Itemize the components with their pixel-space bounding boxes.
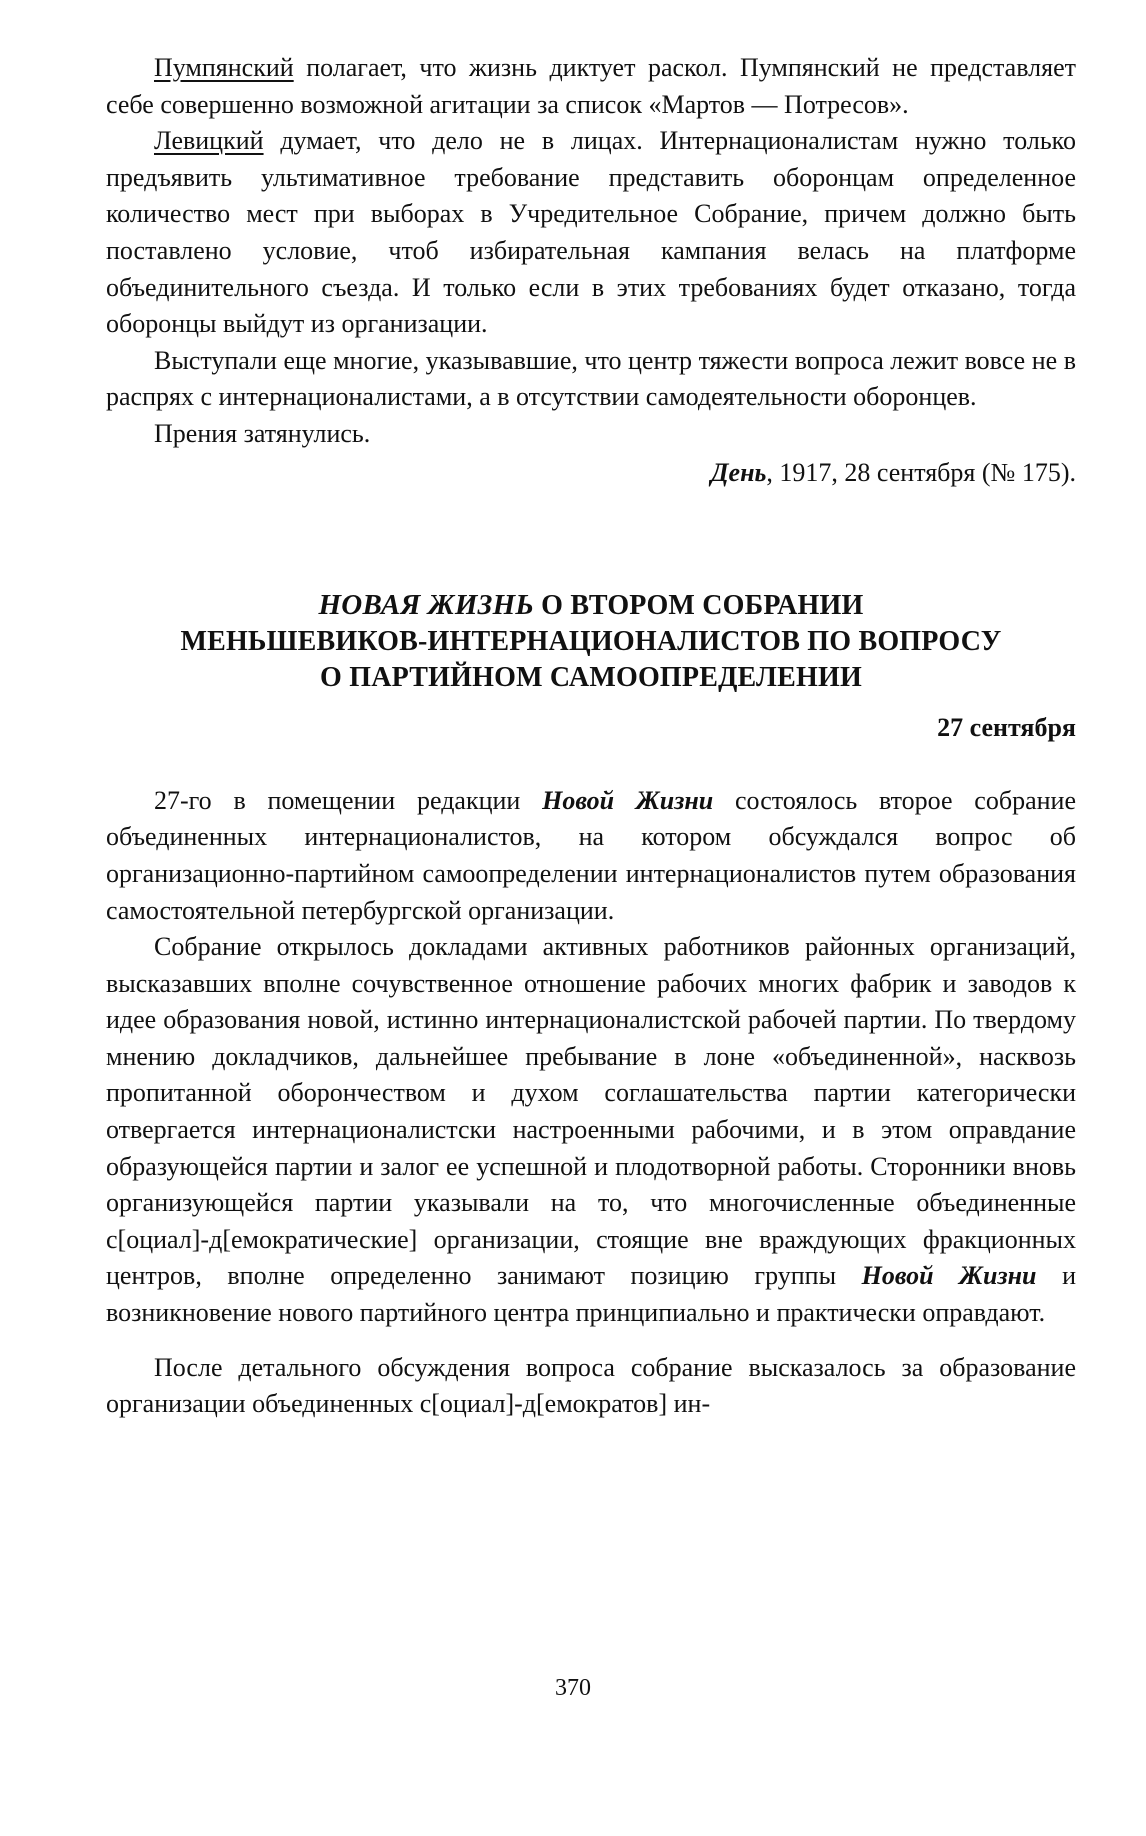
article-date: 27 сентября (937, 713, 1076, 743)
newspaper-name: Новой Жизни (861, 1261, 1037, 1291)
article-paragraph-3: После детального обсуждения вопроса собрание высказалось за образование организации объединенных с[оциал]-д[емократов] ин- (106, 1352, 1076, 1419)
paragraph-debate: Прения затянулись. (154, 418, 371, 448)
title-line-3: О ПАРТИЙНОМ САМООПРЕДЕЛЕНИИ (320, 662, 862, 694)
source-details: , 1917, 28 сентября (№ 175). (766, 457, 1076, 487)
source-citation (106, 455, 1076, 492)
article-paragraph-1: 27-го в помещении редакции Новой Жизни состоялось второе собрание объединенных интернационалистов, на котором обсуждался вопрос об организационно-партийном самоопределении интернационалистов путем образования самостоятельной петербургской организации. (106, 785, 1076, 925)
title-newspaper: НОВАЯ ЖИЗНЬ (318, 589, 534, 622)
paragraph-levitsky (106, 123, 1076, 343)
article-title (106, 587, 1076, 696)
paragraph-text: думает, что дело не в лицах. Интернационалистам нужно только предъявить ультимативное требование представить оборонцам определенное количество мест при выборах в Учредительное Собрание, причем должно быть поставлено условие, чтоб избирательная кампания велась на платформе объединительного съезда. И только если в этих требованиях будет отказано, тогда оборонцы выйдут из организации. (106, 126, 1076, 339)
speaker-name: Пумпянский (154, 53, 294, 82)
article-paragraph-2: Собрание открылось докладами активных работников районных организаций, высказавших вполне сочувственное отношение рабочих многих фабрик и заводов к идее образования новой, истинно интернационалистской рабочей партии. По твердому мнению докладчиков, дальнейшее пребывание в лоне «объединенной», насквозь пропитанной оборончеством и духом соглашательства партии категорически отвергается интернационалистски настроенными рабочими, и в этом оправдание образующейся партии и залог ее успешной и плодотворной работы. Сторонники вновь организующейся партии указывали на то, что многочисленные объединенные с[оциал]-д[емократические] организации, стоящие вне враждующих фракционных центров, вполне определенно занимают позицию группы Новой Жизни и возникновение нового партийного центра принципиально и практически оправдают. (106, 932, 1076, 1328)
paragraph-speakers: Выступали еще многие, указывавшие, что центр тяжести вопроса лежит вовсе не в распрях с интернационалистами, а в отсутствии самодеятельности оборонцев. (106, 345, 1076, 412)
title-line-2: МЕНЬШЕВИКОВ-ИНТЕРНАЦИОНАЛИСТОВ ПО ВОПРОСУ (180, 626, 1002, 658)
newspaper-name: Новой Жизни (542, 785, 714, 815)
page-number: 370 (555, 1675, 591, 1701)
title-line-1: НОВАЯ ЖИЗНЬ О ВТОРОМ СОБРАНИИ (318, 589, 864, 622)
paragraph-text: полагает, что жизнь диктует раскол. Пумпянский не представляет себе совершенно возможной агитации за список «Мартов — Потресов». (106, 53, 1076, 119)
source-newspaper: День (710, 457, 767, 487)
speaker-name: Левицкий (154, 126, 264, 156)
paragraph-pumpyansky (106, 50, 1076, 123)
